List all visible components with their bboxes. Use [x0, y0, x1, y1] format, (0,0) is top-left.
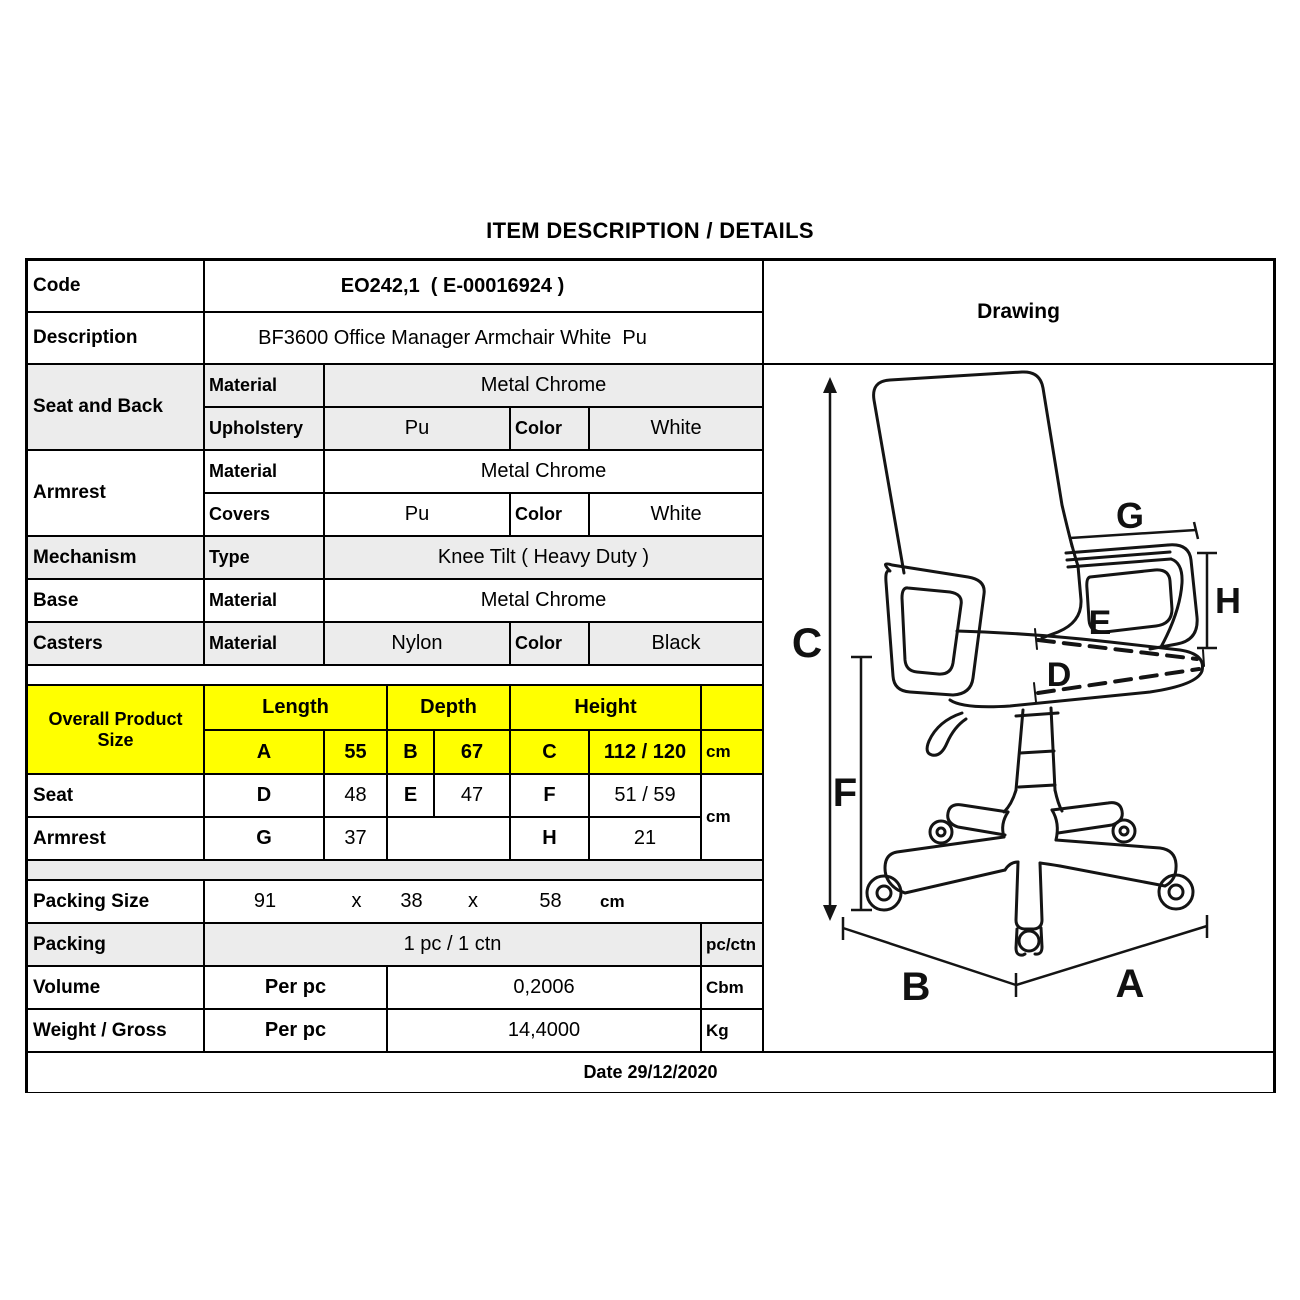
dim-c-value: 112 / 120: [590, 731, 700, 773]
drawing-title: Drawing: [764, 261, 1273, 365]
chair-gas-lift: [1016, 710, 1023, 790]
dim-label-d: D: [1046, 656, 1072, 694]
overall-size-unit: cm: [702, 731, 762, 773]
armrest-color-label: Color: [511, 494, 588, 535]
dim-a-key: A: [205, 731, 323, 773]
chair-caster-wheel: [1159, 875, 1193, 909]
height-header: Height: [511, 686, 700, 729]
description-label: Description: [28, 313, 203, 363]
dim-label-g: G: [1115, 495, 1145, 536]
dim-d-key: D: [205, 775, 323, 816]
chair-caster-wheel: [1113, 820, 1135, 842]
dim-label-f: F: [832, 771, 858, 815]
packing-size-x1: x: [351, 890, 362, 912]
weight-per: Per pc: [205, 1010, 386, 1051]
dim-g-key: G: [205, 818, 323, 859]
dim-label-a: A: [1115, 962, 1145, 1006]
casters-material-value: Nylon: [325, 623, 509, 664]
dim-label-c: C: [791, 619, 823, 666]
dim-f-value: 51 / 59: [590, 775, 700, 816]
chair-base-leg: [948, 805, 1008, 835]
seat-and-back-color-label: Color: [511, 408, 588, 449]
packing-size-x2: x: [468, 890, 478, 912]
spec-table: [28, 261, 762, 1051]
packing-value: 1 pc / 1 ctn: [205, 924, 700, 965]
dim-line-a: [1016, 926, 1207, 985]
length-header: Length: [205, 686, 386, 729]
packing-size-unit: cm: [600, 891, 625, 911]
chair-drawing: [764, 365, 1273, 1049]
packing-size-depth: 38: [400, 890, 423, 912]
chair-caster-wheel: [930, 821, 952, 843]
seat-dims-label: Seat: [28, 775, 203, 816]
chair-backrest: [874, 372, 1081, 638]
volume-unit: Cbm: [702, 967, 762, 1008]
empty-cell: [702, 686, 762, 729]
volume-per: Per pc: [205, 967, 386, 1008]
mechanism-type-value: Knee Tilt ( Heavy Duty ): [325, 537, 762, 578]
base-material-value: Metal Chrome: [325, 580, 762, 621]
dim-label-b: B: [901, 965, 931, 1009]
chair-caster-wheel: [867, 876, 901, 910]
volume-value: 0,2006: [388, 967, 700, 1008]
volume-label: Volume: [28, 967, 203, 1008]
dim-h-value: 21: [590, 818, 700, 859]
empty-cell: [388, 818, 509, 859]
dim-label-e: E: [1088, 604, 1112, 642]
packing-label: Packing: [28, 924, 203, 965]
spacer-row: [28, 861, 762, 879]
casters-color-label: Color: [511, 623, 588, 664]
page-title: ITEM DESCRIPTION / DETAILS: [486, 218, 814, 243]
base-material-label: Material: [205, 580, 323, 621]
casters-material-label: Material: [205, 623, 323, 664]
spec-sheet: [25, 258, 1276, 1093]
casters-color-value: Black: [590, 623, 762, 664]
dim-h-key: H: [511, 818, 588, 859]
upholstery-label: Upholstery: [205, 408, 323, 449]
chair-left-armrest-window: [902, 588, 961, 674]
spacer-row: [28, 666, 762, 684]
seat-and-back-material-value: Metal Chrome: [325, 365, 762, 406]
overall-size-label-line2: Size: [97, 729, 134, 750]
packing-unit: pc/ctn: [702, 924, 762, 965]
depth-header: Depth: [388, 686, 509, 729]
covers-value: Pu: [325, 494, 509, 535]
seat-armrest-unit: cm: [702, 775, 762, 859]
chair-caster-wheel: [1019, 931, 1039, 951]
packing-size-label: Packing Size: [28, 881, 203, 922]
chair-left-armrest: [885, 564, 984, 695]
casters-label: Casters: [28, 623, 203, 664]
armrest-material-label: Material: [205, 451, 323, 492]
dim-e-key: E: [388, 775, 433, 816]
dim-label-h: H: [1215, 580, 1241, 621]
chair-base-leg: [1056, 840, 1176, 886]
chair-base-leg: [1016, 862, 1042, 929]
date-row: Date 29/12/2020: [28, 1051, 1273, 1092]
weight-value: 14,4000: [388, 1010, 700, 1051]
dim-c-key: C: [511, 731, 588, 773]
drawing-panel: [762, 261, 1273, 1051]
dim-e-value: 47: [435, 775, 509, 816]
seat-and-back-color-value: White: [590, 408, 762, 449]
dim-g-value: 37: [325, 818, 386, 859]
armrest-color-value: White: [590, 494, 762, 535]
chair-base-leg: [1052, 803, 1122, 833]
description-value: BF3600 Office Manager Armchair White Pu: [205, 313, 762, 363]
armrest-material-value: Metal Chrome: [325, 451, 762, 492]
seat-and-back-material-label: Material: [205, 365, 323, 406]
dim-a-value: 55: [325, 731, 386, 773]
armrest-label: Armrest: [28, 451, 203, 535]
upholstery-value: Pu: [325, 408, 509, 449]
overall-size-label: [28, 686, 203, 773]
code-label: Code: [28, 261, 203, 311]
code-value: EO242,1 ( E-00016924 ): [205, 261, 762, 311]
weight-label: Weight / Gross: [28, 1010, 203, 1051]
dim-f-key: F: [511, 775, 588, 816]
packing-size-height: 58: [539, 890, 562, 912]
chair-base-leg: [885, 837, 1005, 893]
seat-and-back-label: Seat and Back: [28, 365, 203, 449]
dim-b-value: 67: [435, 731, 509, 773]
chair-tilt-lever: [927, 713, 966, 755]
overall-size-label-line1: Overall Product: [48, 708, 183, 729]
packing-size-value: [205, 881, 762, 922]
weight-unit: Kg: [702, 1010, 762, 1051]
mechanism-type-label: Type: [205, 537, 323, 578]
covers-label: Covers: [205, 494, 323, 535]
armrest-dims-label: Armrest: [28, 818, 203, 859]
dim-d-value: 48: [325, 775, 386, 816]
mechanism-label: Mechanism: [28, 537, 203, 578]
packing-size-length: 91: [253, 890, 277, 912]
dim-b-key: B: [388, 731, 433, 773]
base-label: Base: [28, 580, 203, 621]
